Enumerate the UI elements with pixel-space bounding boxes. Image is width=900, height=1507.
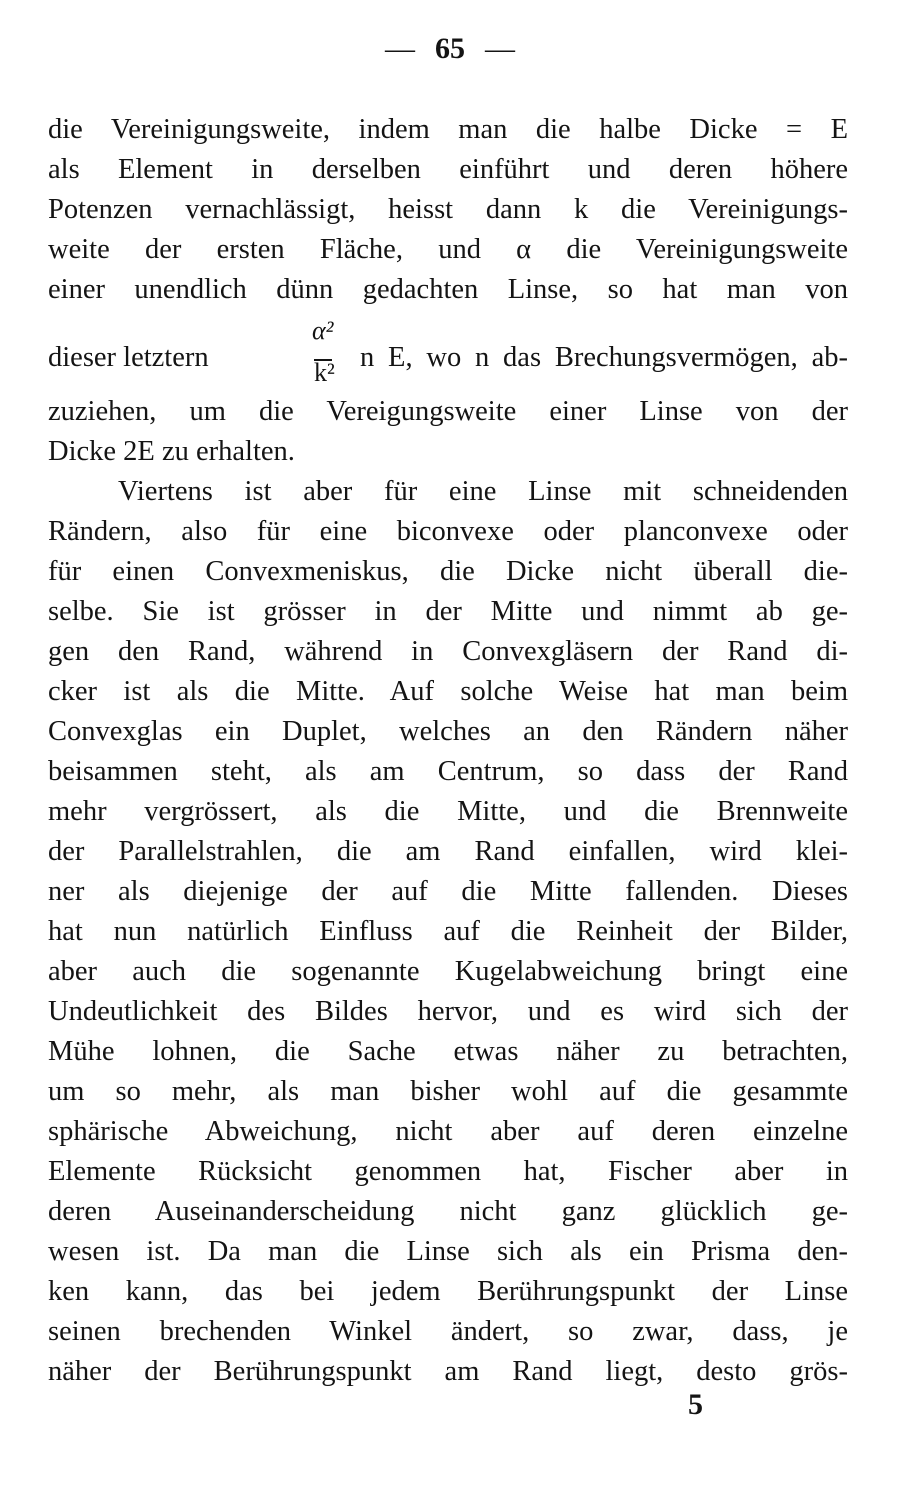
text-line: ner als diejenige der auf die Mitte fallenden. Dieses xyxy=(48,876,848,907)
header-dash-left: — xyxy=(385,32,415,65)
page-number: 65 xyxy=(435,32,465,65)
text-line: als Element in derselben einführt und deren höhere xyxy=(48,154,848,185)
text-line: deren Auseinanderscheidung nicht ganz glücklich ge- xyxy=(48,1196,848,1227)
header-dash-right: — xyxy=(485,32,515,65)
formula-pre-text: dieser letztern xyxy=(48,342,209,373)
text-line: Viertens ist aber für eine Linse mit schneidenden xyxy=(118,476,848,507)
text-line: Dicke 2E zu erhalten. xyxy=(48,436,295,467)
text-line: gen den Rand, während in Convexgläsern der Rand di- xyxy=(48,636,848,667)
text-line: Mühe lohnen, die Sache etwas näher zu betrachten, xyxy=(48,1036,848,1067)
text-line: um so mehr, als man bisher wohl auf die gesammte xyxy=(48,1076,848,1107)
text-line: wesen ist. Da man die Linse sich als ein Prisma den- xyxy=(48,1236,848,1267)
text-line: cker ist als die Mitte. Auf solche Weise hat man beim xyxy=(48,676,848,707)
text-line: einer unendlich dünn gedachten Linse, so hat man von xyxy=(48,274,848,305)
text-line: die Vereinigungsweite, indem man die halbe Dicke = E xyxy=(48,114,848,145)
formula-post-text: n E, wo n das Brechungsvermögen, ab- xyxy=(360,342,848,373)
text-line: für einen Convexmeniskus, die Dicke nicht überall die- xyxy=(48,556,848,587)
text-line: sphärische Abweichung, nicht aber auf deren einzelne xyxy=(48,1116,848,1147)
text-line: Undeutlichkeit des Bildes hervor, und es wird sich der xyxy=(48,996,848,1027)
fraction-numerator: α² xyxy=(312,316,334,345)
text-line: Convexglas ein Duplet, welches an den Rändern näher xyxy=(48,716,848,747)
text-line: hat nun natürlich Einfluss auf die Reinheit der Bilder, xyxy=(48,916,848,947)
text-line: selbe. Sie ist grösser in der Mitte und nimmt ab ge- xyxy=(48,596,848,627)
page-header xyxy=(0,32,900,66)
text-line: zuziehen, um die Vereigungsweite einer Linse von der xyxy=(48,396,848,427)
text-line: Rändern, also für eine biconvexe oder planconvexe oder xyxy=(48,516,848,547)
text-line: mehr vergrössert, als die Mitte, und die Brennweite xyxy=(48,796,848,827)
signature-mark: 5 xyxy=(688,1388,703,1421)
text-line: beisammen steht, als am Centrum, so dass der Rand xyxy=(48,756,848,787)
text-line: der Parallelstrahlen, die am Rand einfallen, wird klei- xyxy=(48,836,848,867)
text-line: aber auch die sogenannte Kugelabweichung bringt eine xyxy=(48,956,848,987)
text-line: seinen brechenden Winkel ändert, so zwar, dass, je xyxy=(48,1316,848,1347)
text-line: näher der Berührungspunkt am Rand liegt, desto grös- xyxy=(48,1356,848,1387)
formula-line xyxy=(48,318,848,398)
text-line: Potenzen vernachlässigt, heisst dann k die Vereinigungs- xyxy=(48,194,848,225)
text-line: weite der ersten Fläche, und α die Vereinigungsweite xyxy=(48,234,848,265)
text-line: ken kann, das bei jedem Berührungspunkt der Linse xyxy=(48,1276,848,1307)
fraction-denominator: k² xyxy=(314,358,335,387)
text-line: Elemente Rücksicht genommen hat, Fischer aber in xyxy=(48,1156,848,1187)
